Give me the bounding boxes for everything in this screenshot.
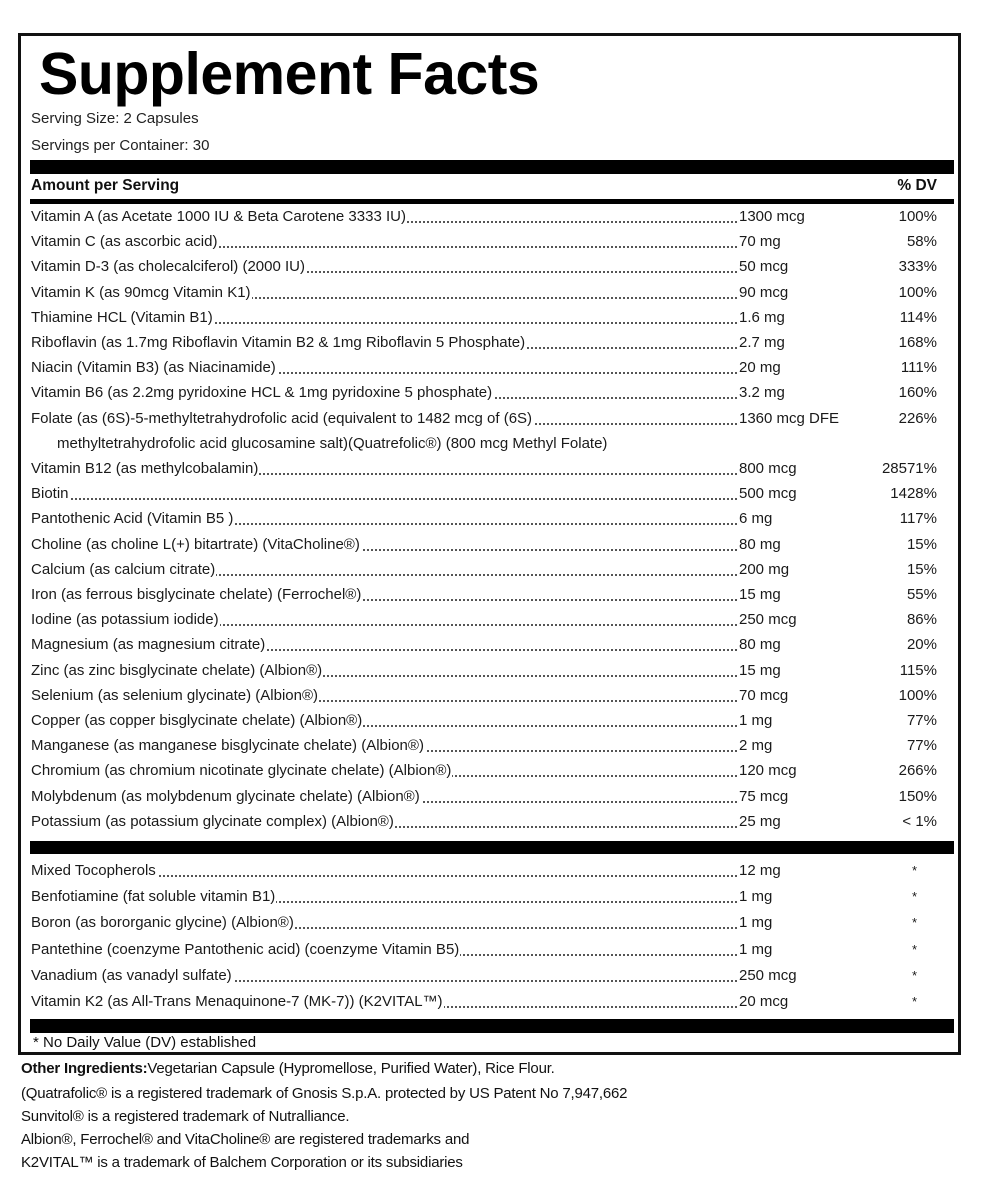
nutrient-dv: 1428% [890,485,937,503]
thick-divider [30,841,954,854]
nutrient-name: Niacin (Vitamin B3) (as Niacinamide) [31,359,276,377]
nutrient-name-cell [31,888,737,906]
nutrient-name: Potassium (as potassium glycinate complex) (Albion®) [31,812,394,830]
nutrient-name-cell [31,967,737,985]
nutrient-amount: 80 mg [739,535,781,553]
dot-leader [31,498,737,500]
nutrient-amount: 1 mg [739,888,773,906]
nutrient-amount: 1 mg [739,940,773,958]
nutrient-amount: 70 mg [739,233,781,251]
no-dv-asterisk: * [911,941,917,957]
other-ingredients [21,1060,555,1078]
nutrient-row [31,536,951,560]
nutrient-row [31,460,951,484]
no-dv-asterisk: * [911,915,917,931]
nutrient-name-cell [31,914,737,932]
nutrient-name: Choline (as choline L(+) bitartrate) (VitaCholine®) [31,535,360,553]
nutrient-name-cell [31,384,737,402]
other-nutrient-row [31,862,951,886]
nutrient-name-cell [31,561,737,579]
nutrient-name: Boron (as bororganic glycine) (Albion®) [31,914,294,932]
nutrient-name-continuation: methyltetrahydrofolic acid glucosamine salt)(Quatrefolic®) (800 mcg Methyl Folate) [57,434,608,452]
other-nutrient-row [31,993,951,1017]
nutrient-name-cell [31,611,737,629]
nutrient-name: Iodine (as potassium iodide) [31,611,219,629]
nutrient-name: Iron (as ferrous bisglycinate chelate) (Ferrochel®) [31,586,362,603]
nutrient-name-cell [31,762,737,780]
nutrient-amount: 20 mg [739,359,781,377]
nutrient-name: Vitamin A (as Acetate 1000 IU & Beta Carotene 3333 IU) [31,208,406,225]
nutrient-name-cell [31,309,737,327]
nutrient-name: Biotin [31,485,69,503]
nutrient-row [31,636,951,660]
nutrient-name: Vitamin B12 (as methylcobalamin) [31,460,259,477]
other-nutrient-row [31,914,951,938]
nutrient-dv: 55% [906,586,937,603]
other-ingredients-text: Vegetarian Capsule (Hypromellose, Purified Water), Rice Flour. [147,1060,555,1077]
nutrient-name-cell [31,788,737,806]
dv-header: % DV [897,177,937,194]
nutrient-name: Vitamin K2 (as All-Trans Menaquinone-7 (MK-7)) (K2VITAL™) [31,993,443,1010]
nutrient-dv: 111% [900,359,937,377]
nutrient-amount: 120 mcg [739,762,797,780]
nutrient-name-cell [31,334,737,352]
nutrient-name: Selenium (as selenium glycinate) (Albion®) [31,686,319,704]
medium-divider [30,199,954,204]
nutrient-name-cell [31,233,737,251]
nutrient-row [31,359,951,383]
nutrient-row [31,561,951,585]
nutrient-amount: 2 mg [739,737,773,755]
nutrient-row [31,762,951,786]
nutrient-dv: 150% [898,787,937,805]
nutrient-dv: 77% [906,737,937,755]
nutrient-amount: 1300 mcg [739,208,805,225]
nutrient-amount: 800 mcg [739,460,797,477]
nutrient-name-cell [31,208,737,226]
nutrient-amount: 80 mg [739,636,781,654]
nutrient-row [31,208,951,232]
nutrient-name-cell [31,284,737,302]
nutrient-row [31,662,951,686]
nutrient-row [31,586,951,610]
nutrient-name: Vanadium (as vanadyl sulfate) [31,966,232,984]
no-dv-asterisk: * [911,994,917,1009]
nutrient-name: Vitamin B6 (as 2.2mg pyridoxine HCL & 1mg pyridoxine 5 phosphate) [31,384,493,402]
nutrient-amount: 75 mcg [739,787,789,805]
nutrient-amount: 90 mcg [739,283,789,301]
nutrient-name-cell [31,586,737,604]
nutrient-name: Magnesium (as magnesium citrate) [31,636,266,654]
nutrient-name-cell [31,941,737,959]
nutrient-row [31,813,951,837]
nutrient-amount: 500 mcg [739,485,797,503]
nutrient-name-cell [31,737,737,755]
nutrient-name-cell [31,636,737,654]
nutrient-name-cell [31,536,737,554]
other-nutrient-row [31,941,951,965]
nutrient-amount: 15 mg [739,586,781,603]
nutrient-name: Vitamin D-3 (as cholecalciferol) (2000 IU) [31,258,305,276]
nutrient-row [31,485,951,509]
nutrient-name-cell [31,460,737,478]
nutrient-dv: 115% [899,661,937,679]
nutrient-name: Molybdenum (as molybdenum glycinate chelate) (Albion®) [31,787,420,805]
nutrient-name: Pantothenic Acid (Vitamin B5 ) [31,510,234,528]
nutrient-name: Thiamine HCL (Vitamin B1) [31,308,213,326]
nutrient-row [31,384,951,408]
nutrient-amount: 3.2 mg [739,384,785,402]
trademark-note: (Quatrafolic® is a registered trademark of Gnosis S.p.A. protected by US Patent No 7,947,662 [21,1085,628,1102]
nutrient-amount: 1 mg [739,914,773,932]
nutrient-row [31,258,951,282]
nutrient-row [31,334,951,358]
no-dv-asterisk: * [911,967,917,983]
nutrient-name: Benfotiamine (fat soluble vitamin B1) [31,888,276,906]
nutrient-amount: 1360 mcg DFE [739,409,840,427]
nutrient-name: Copper (as copper bisglycinate chelate) (Albion®) [31,712,363,729]
nutrient-dv: 15% [906,560,937,578]
nutrient-row [31,309,951,333]
nutrient-dv: 28571% [881,460,937,477]
nutrient-name: Vitamin C (as ascorbic acid) [31,233,218,251]
nutrient-dv: 100% [898,283,937,301]
nutrient-row [31,233,951,257]
panel-title: Supplement Facts [39,41,540,107]
nutrient-name-cell [31,813,737,831]
nutrient-name: Pantethine (coenzyme Pantothenic acid) (coenzyme Vitamin B5) [31,940,460,958]
nutrient-name: Chromium (as chromium nicotinate glycinate chelate) (Albion®) [31,762,452,780]
nutrient-row [31,284,951,308]
nutrient-amount: 250 mcg [739,966,797,984]
column-header-row [31,177,951,195]
nutrient-dv: 20% [906,636,937,654]
nutrient-dv: 15% [906,535,937,553]
nutrient-name-cell [31,485,737,503]
nutrient-dv: 77% [906,712,937,729]
nutrient-dv: 160% [898,384,937,402]
nutrient-row [31,788,951,812]
no-dv-asterisk: * [911,889,917,905]
servings-per-container: Servings per Container: 30 [31,137,210,154]
nutrient-amount: 20 mcg [739,993,789,1010]
nutrient-amount: 15 mg [739,661,781,679]
nutrient-name-cell [31,662,737,680]
nutrient-name: Mixed Tocopherols [31,862,156,879]
no-dv-footnote: * No Daily Value (DV) established [33,1034,257,1051]
nutrient-dv: < 1% [902,812,937,830]
nutrient-amount: 1 mg [739,712,773,729]
nutrient-dv: 114% [899,308,937,326]
amount-per-serving-header: Amount per Serving [31,177,180,194]
nutrient-amount: 2.7 mg [739,334,785,351]
nutrient-dv: 226% [898,409,937,427]
nutrient-name-cell [31,712,737,730]
nutrient-dv: 117% [899,510,937,528]
nutrient-name: Riboflavin (as 1.7mg Riboflavin Vitamin B2 & 1mg Riboflavin 5 Phosphate) [31,334,526,351]
thick-divider [30,1019,954,1033]
nutrient-amount: 12 mg [739,862,781,879]
nutrient-dv: 58% [906,233,937,251]
supplement-facts-panel [18,33,961,1055]
nutrient-row [31,510,951,534]
nutrient-amount: 25 mg [739,812,781,830]
nutrient-name: Manganese (as manganese bisglycinate chelate) (Albion®) [31,737,424,755]
nutrient-amount: 250 mcg [739,611,797,629]
nutrient-row [31,687,951,711]
serving-size: Serving Size: 2 Capsules [31,110,199,127]
no-dv-asterisk: * [911,863,917,878]
nutrient-amount: 50 mcg [739,258,789,276]
nutrient-name: Vitamin K (as 90mcg Vitamin K1) [31,283,251,301]
nutrient-name: Folate (as (6S)-5-methyltetrahydrofolic acid (equivalent to 1482 mcg of (6S) [31,409,533,427]
trademark-note: Albion®, Ferrochel® and VitaCholine® are registered trademarks and [21,1131,470,1148]
nutrient-name-cell [31,993,737,1011]
nutrient-row [31,611,951,635]
nutrient-name-cell [31,258,737,276]
nutrient-amount: 6 mg [739,510,773,528]
nutrient-amount: 70 mcg [739,686,789,704]
trademark-note: Sunvitol® is a registered trademark of Nutralliance. [21,1108,350,1125]
nutrient-name-cell [31,359,737,377]
thick-divider [30,160,954,174]
trademark-note: K2VITAL™ is a trademark of Balchem Corporation or its subsidiaries [21,1154,463,1171]
nutrient-dv: 168% [898,334,937,351]
nutrient-name-cell [31,862,737,880]
nutrient-dv: 333% [898,258,937,276]
nutrient-dv: 100% [898,686,937,704]
nutrient-name: Zinc (as zinc bisglycinate chelate) (Albion®) [31,661,323,679]
nutrient-name: Calcium (as calcium citrate) [31,560,216,578]
nutrient-row [31,737,951,761]
nutrient-dv: 266% [898,762,937,780]
other-ingredients-label: Other Ingredients: [21,1060,148,1077]
nutrient-name-cell [31,510,737,528]
other-nutrient-row [31,967,951,991]
nutrient-row [31,410,951,434]
nutrient-amount: 1.6 mg [739,308,785,326]
nutrient-name-cell [31,410,737,428]
nutrient-dv: 86% [906,611,937,629]
nutrient-row [31,712,951,736]
nutrient-dv: 100% [898,208,937,225]
nutrient-name-cell [31,687,737,705]
nutrient-amount: 200 mg [739,560,790,578]
other-nutrient-row [31,888,951,912]
